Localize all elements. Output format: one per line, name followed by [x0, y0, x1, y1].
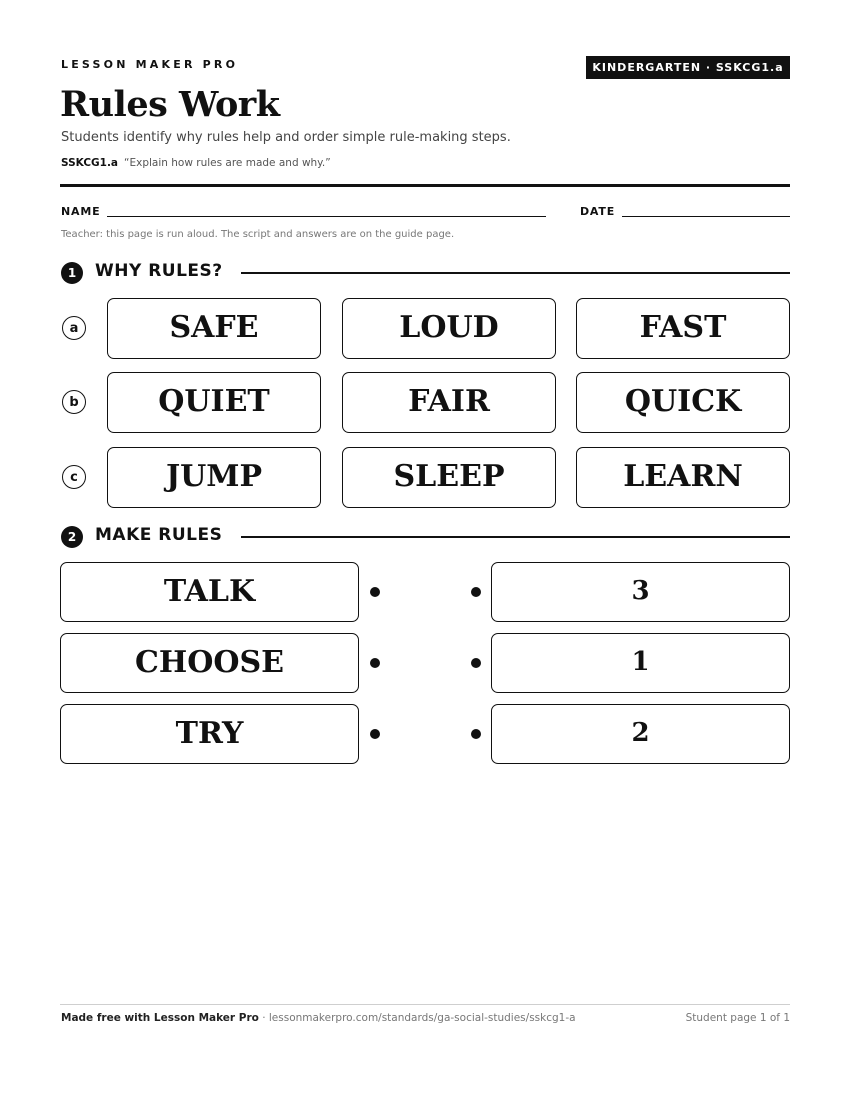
word-card[interactable]: LEARN	[576, 447, 790, 508]
match-right-card[interactable]: 2	[491, 704, 790, 764]
word-card[interactable]: QUIET	[107, 372, 321, 433]
match-dot-right[interactable]	[471, 729, 481, 739]
grade-badge: KINDERGARTEN · SSKCG1.a	[586, 56, 790, 79]
footer-page-number: Student page 1 of 1	[685, 1012, 790, 1024]
word-card[interactable]: LOUD	[342, 298, 556, 359]
name-label: NAME	[61, 205, 101, 218]
word-card[interactable]: JUMP	[107, 447, 321, 508]
footer-url[interactable]: · lessonmakerpro.com/standards/ga-social-studies/sskcg1-a	[258, 1012, 576, 1024]
footer-credit	[61, 1012, 576, 1024]
date-label: DATE	[580, 205, 616, 218]
word-card[interactable]: FAST	[576, 298, 790, 359]
row-letter-b: b	[62, 390, 86, 414]
name-field-line[interactable]	[107, 216, 546, 217]
match-left-card[interactable]: TRY	[60, 704, 359, 764]
match-dot-left[interactable]	[370, 729, 380, 739]
standard-text: “Explain how rules are made and why.”	[124, 157, 331, 169]
section-1-title: WHY RULES?	[95, 261, 223, 281]
match-left-card[interactable]: CHOOSE	[60, 633, 359, 693]
section-2-number: 2	[61, 526, 83, 548]
row-letter-a: a	[62, 316, 86, 340]
section-2-title: MAKE RULES	[95, 525, 223, 545]
section-1-divider	[241, 272, 790, 274]
page-title: Rules Work	[60, 84, 280, 125]
match-dot-right[interactable]	[471, 658, 481, 668]
standard-line	[61, 157, 331, 169]
section-2-divider	[241, 536, 790, 538]
match-right-card[interactable]: 1	[491, 633, 790, 693]
date-field-line[interactable]	[622, 216, 790, 217]
page-subtitle: Students identify why rules help and order simple rule-making steps.	[61, 130, 511, 145]
row-letter-c: c	[62, 465, 86, 489]
match-right-card[interactable]: 3	[491, 562, 790, 622]
match-dot-left[interactable]	[370, 658, 380, 668]
word-card[interactable]: QUICK	[576, 372, 790, 433]
match-dot-right[interactable]	[471, 587, 481, 597]
footer-divider	[60, 1004, 790, 1005]
word-card[interactable]: SLEEP	[342, 447, 556, 508]
word-card[interactable]: SAFE	[107, 298, 321, 359]
match-dot-left[interactable]	[370, 587, 380, 597]
header-divider	[60, 184, 790, 187]
footer-made: Made free with Lesson Maker Pro	[61, 1012, 259, 1024]
section-1-number: 1	[61, 262, 83, 284]
brand-name: LESSON MAKER PRO	[61, 58, 239, 71]
word-card[interactable]: FAIR	[342, 372, 556, 433]
match-left-card[interactable]: TALK	[60, 562, 359, 622]
standard-code: SSKCG1.a	[61, 157, 119, 169]
teacher-note: Teacher: this page is run aloud. The script and answers are on the guide page.	[61, 229, 455, 240]
